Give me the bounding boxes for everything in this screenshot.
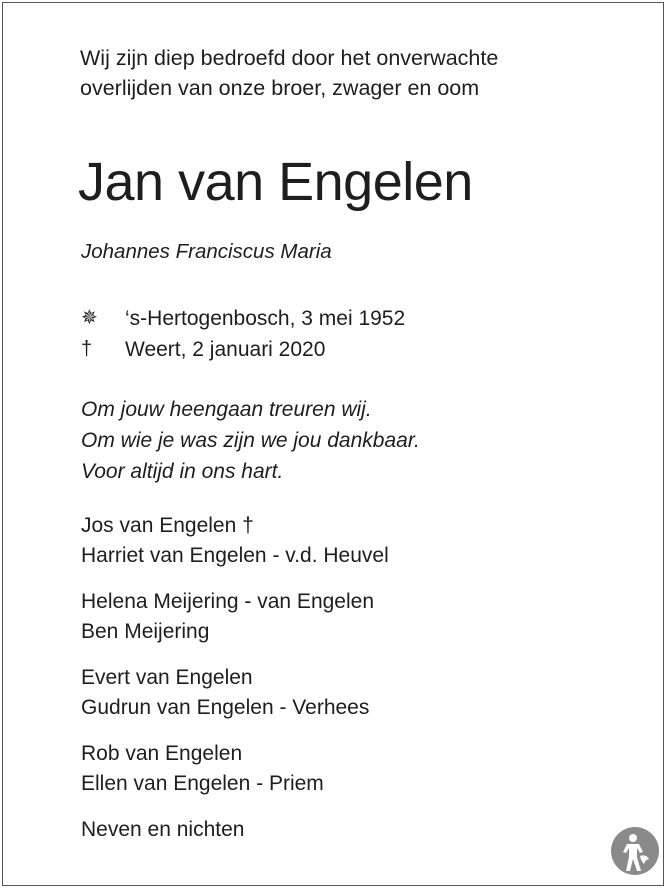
intro-line-2: overlijden van onze broer, zwager en oom xyxy=(80,76,480,100)
family-group-2 xyxy=(81,587,389,647)
poem-line-1: Om jouw heengaan treuren wij. xyxy=(81,398,372,421)
family-group-3 xyxy=(81,663,389,723)
poem-line-2: Om wie je was zijn we jou dankbaar. xyxy=(81,429,420,452)
family-member: Evert van Engelen xyxy=(81,666,253,689)
death-text: Weert, 2 januari 2020 xyxy=(125,338,326,361)
family-group-4 xyxy=(81,739,389,799)
family-member: Helena Meijering - van Engelen xyxy=(81,590,375,613)
death-row xyxy=(81,334,405,365)
obituary-card xyxy=(2,2,664,886)
poem xyxy=(81,394,420,487)
intro-text xyxy=(80,43,498,103)
family-member: Neven en nichten xyxy=(81,818,245,841)
poem-line-3: Voor altijd in ons hart. xyxy=(81,460,284,483)
family-member: Jos van Engelen † xyxy=(81,514,254,537)
family-member: Ben Meijering xyxy=(81,620,210,643)
memorial-logo-icon xyxy=(610,826,660,876)
birth-text: ‘s-Hertogenbosch, 3 mei 1952 xyxy=(125,307,406,330)
family-member: Gudrun van Engelen - Verhees xyxy=(81,696,370,719)
birth-star-icon: ✵ xyxy=(81,307,98,329)
life-dates xyxy=(81,303,405,365)
death-cross-icon: † xyxy=(81,338,93,360)
deceased-name: Jan van Engelen xyxy=(78,152,473,212)
family-member: Ellen van Engelen - Priem xyxy=(81,772,324,795)
family-member: Rob van Engelen xyxy=(81,742,243,765)
deceased-full-name: Johannes Franciscus Maria xyxy=(81,240,332,263)
birth-row xyxy=(81,303,405,334)
intro-line-1: Wij zijn diep bedroefd door het onverwachte xyxy=(80,46,499,70)
family-group-5 xyxy=(81,815,389,845)
family-group-1 xyxy=(81,511,389,571)
family-member: Harriet van Engelen - v.d. Heuvel xyxy=(81,544,389,567)
family-list xyxy=(81,511,389,861)
